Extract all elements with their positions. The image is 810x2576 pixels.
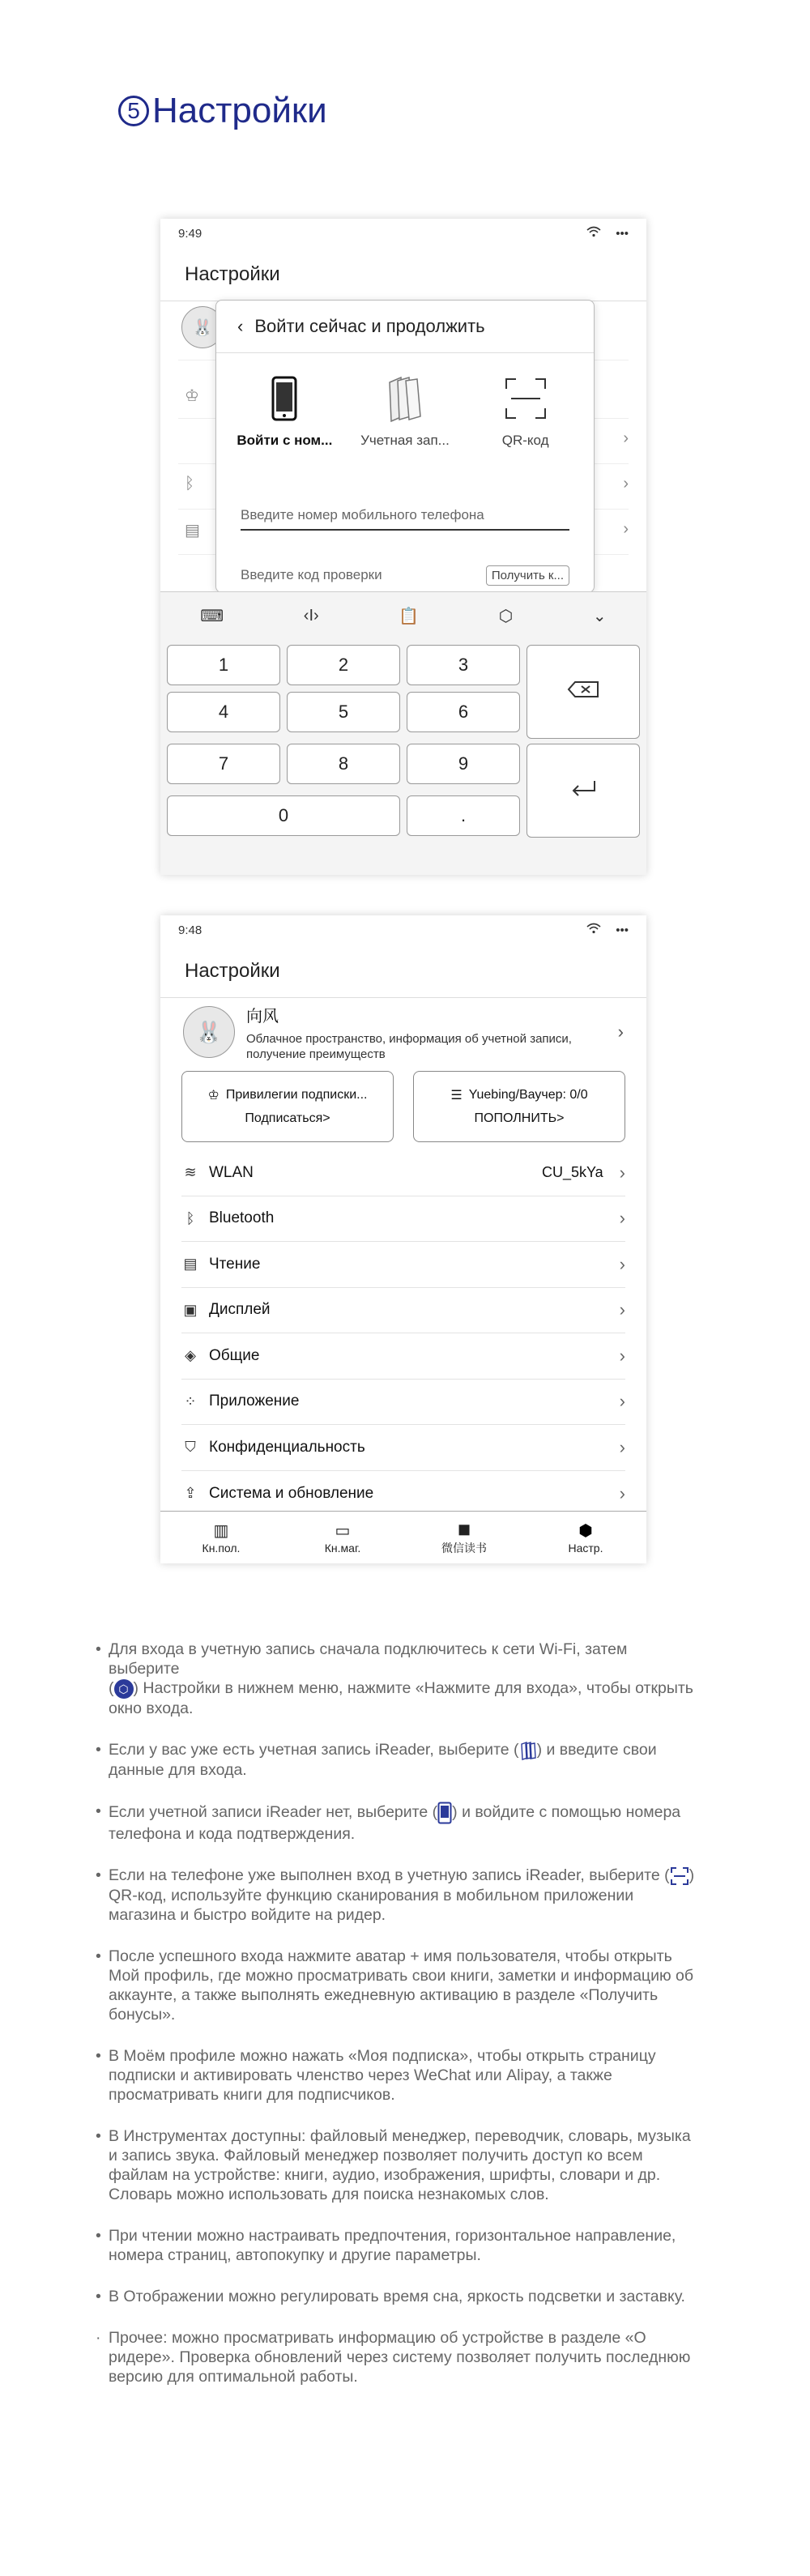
avatar: 🐰 bbox=[181, 306, 224, 348]
chevron-right-icon: › bbox=[619, 1482, 625, 1503]
chevron-right-icon: › bbox=[619, 1253, 625, 1274]
chevron-right-icon: › bbox=[619, 1162, 625, 1183]
note-item: • Если на телефоне уже выполнен вход в учетную запись iReader, выберите ( ) QR-код, используйте функцию сканирования в мобильном приложении магазина и быстро войдите на ридер. bbox=[96, 1866, 695, 1924]
subscribe-link[interactable]: Подписаться> bbox=[245, 1111, 330, 1125]
cursor-icon[interactable]: ‹I› bbox=[303, 606, 319, 625]
note-text: Настройки в нижнем меню, нажмите «Нажмите для входа», чтобы открыть окно входа. bbox=[109, 1679, 693, 1717]
note-text: Прочее: можно просматривать информацию об устройстве в разделе «О ридере». Проверка обновлений через систему позволяет получить последнюю версию для оптимальной работы. bbox=[109, 2328, 691, 2386]
note-text: Для входа в учетную запись сначала подключитесь к сети Wi-Fi, затем выберите bbox=[109, 1640, 628, 1678]
chevron-right-icon: › bbox=[619, 1299, 625, 1320]
menu-label: Приложение bbox=[209, 1392, 300, 1410]
chevron-right-icon: › bbox=[623, 429, 629, 447]
wifi-icon bbox=[586, 923, 601, 937]
menu-item-bluetooth[interactable] bbox=[181, 1196, 625, 1243]
apps-icon: ⁘ bbox=[184, 1392, 197, 1410]
note-item: • При чтении можно настраивать предпочтения, горизонтальное направление, номера страниц, автопокупку и другие параметры. bbox=[96, 2226, 695, 2265]
nav-bookshelf[interactable] bbox=[160, 1512, 282, 1563]
key-3[interactable]: 3 bbox=[407, 645, 520, 685]
nav-wechat-read[interactable] bbox=[403, 1512, 525, 1563]
chevron-right-icon: › bbox=[619, 1208, 625, 1229]
chevron-right-icon: › bbox=[619, 1436, 625, 1457]
backspace-key[interactable] bbox=[526, 645, 640, 739]
settings-hex-icon[interactable]: ⬡ bbox=[498, 607, 514, 625]
note-text: и введите свои данные для входа. bbox=[109, 1740, 657, 1779]
profile-description: Облачное пространство, информация об учетной записи, получение преимуществ bbox=[246, 1031, 572, 1061]
bluetooth-icon: ᛒ bbox=[185, 1209, 195, 1226]
note-item: • После успешного входа нажмите аватар + имя пользователя, чтобы открыть Мой профиль, где можно просматривать свои книги, заметки и информацию об аккаунте, а также выполнять ежедневную активацию в разделе «Получить бонусы». bbox=[96, 1947, 694, 2024]
note-text: QR-код, используйте функцию сканирования в мобильном приложении магазина и быстро войдите на ридер. bbox=[109, 1886, 634, 1924]
bookstore-icon: ▭ bbox=[335, 1522, 351, 1540]
note-item: • В Инструментах доступны: файловый менеджер, переводчик, словарь, музыка и запись звука. Файловый менеджер позволяет получить доступ ко всем файлам на устройстве: книги, аудио, изображения, шрифты, словари и др. Словарь можно использовать для поиска незнакомых слов. bbox=[96, 2126, 695, 2204]
note-text: При чтении можно настраивать предпочтения, горизонтальное направление, номера страниц, автопокупку и другие параметры. bbox=[109, 2226, 676, 2264]
instructions-list bbox=[96, 1640, 695, 2408]
avatar[interactable]: 🐰 bbox=[183, 1006, 235, 1058]
phone-icon bbox=[437, 1802, 452, 1824]
book-icon: ▤ bbox=[183, 1256, 198, 1273]
wechat-read-icon: ◼ bbox=[457, 1520, 471, 1538]
nav-label: Кн.пол. bbox=[202, 1542, 241, 1555]
dialog-header bbox=[216, 301, 594, 353]
wifi-icon: ≋ bbox=[184, 1164, 197, 1181]
backspace-icon bbox=[567, 680, 599, 703]
note-item: • Для входа в учетную запись сначала подключитесь к сети Wi-Fi, затем выберите ( ⬡ ) Настройки в нижнем меню, нажмите «Нажмите для входа», чтобы открыть окно входа. bbox=[96, 1640, 693, 1717]
chevron-right-icon: › bbox=[623, 475, 629, 493]
subscription-title: Привилегии подписки... bbox=[225, 1088, 368, 1102]
note-text: В Моём профиле можно нажать «Моя подписка», чтобы открыть страницу подписки и активировать членство через WeChat или Alipay, а также просматривать книги для подписчиков. bbox=[109, 2046, 656, 2104]
menu-label: Чтение bbox=[209, 1255, 261, 1273]
menu-label: Конфиденциальность bbox=[209, 1438, 365, 1456]
key-6[interactable]: 6 bbox=[407, 692, 520, 732]
note-text: Если учетной записи iReader нет, выберите bbox=[109, 1802, 428, 1821]
login-options bbox=[216, 353, 594, 449]
menu-label: Система и обновление bbox=[209, 1484, 374, 1502]
settings-icon: ⬢ bbox=[578, 1522, 593, 1540]
note-text: В Инструментах доступны: файловый менеджер, переводчик, словарь, музыка и запись звука. Файловый менеджер позволяет получить доступ ко всем файлам на устройстве: книги, аудио, изображения, шрифты, словари и др. Словарь можно использовать для поиска незнакомых слов. bbox=[109, 2126, 691, 2203]
cards-row bbox=[181, 1071, 625, 1142]
chevron-right-icon: › bbox=[619, 1391, 625, 1412]
clipboard-icon[interactable]: 📋 bbox=[399, 607, 420, 625]
coins-icon: ☰ bbox=[450, 1089, 463, 1102]
back-icon[interactable]: ‹ bbox=[237, 316, 244, 336]
enter-key[interactable] bbox=[526, 744, 640, 838]
nav-settings[interactable] bbox=[525, 1512, 646, 1563]
status-bar bbox=[160, 915, 646, 945]
key-0[interactable]: 0 bbox=[167, 795, 400, 836]
code-placeholder: Введите код проверки bbox=[241, 567, 382, 582]
login-option-label: QR-код bbox=[501, 433, 549, 448]
phone-icon bbox=[271, 373, 297, 424]
page-title: Настройки bbox=[160, 945, 646, 998]
status-time: 9:48 bbox=[178, 923, 202, 937]
note-item: · Прочее: можно просматривать информацию об устройстве в разделе «О ридере». Проверка обновлений через систему позволяет получить последнюю версию для оптимальной работы. bbox=[96, 2328, 695, 2386]
balance-title: Yuebing/Ваучер: 0/0 bbox=[468, 1088, 588, 1102]
key-4[interactable]: 4 bbox=[167, 692, 280, 732]
nav-label: Настр. bbox=[568, 1542, 603, 1555]
shield-icon: ⛉ bbox=[185, 1439, 196, 1456]
note-text: Если на телефоне уже выполнен вход в учетную запись iReader, выберите bbox=[109, 1866, 660, 1884]
books-icon bbox=[385, 373, 425, 424]
chevron-down-icon[interactable]: ⌄ bbox=[592, 607, 607, 625]
login-option-account[interactable] bbox=[348, 373, 462, 449]
dialog-title: Войти сейчас и продолжить bbox=[254, 316, 485, 336]
nav-label: Кн.маг. bbox=[324, 1542, 361, 1555]
menu-item-wlan[interactable] bbox=[181, 1150, 625, 1196]
chevron-right-icon: › bbox=[617, 1021, 624, 1042]
bookshelf-icon: ▥ bbox=[213, 1522, 229, 1540]
key-1[interactable]: 1 bbox=[167, 645, 280, 685]
enter-icon bbox=[569, 779, 598, 802]
note-item: • Если учетной записи iReader нет, выберите ( ) и войдите с помощью номера телефона и кода подтверждения. bbox=[96, 1802, 681, 1843]
phone-input[interactable]: Введите номер мобильного телефона bbox=[241, 501, 569, 531]
menu-label: WLAN bbox=[209, 1163, 254, 1181]
wifi-icon bbox=[586, 226, 601, 241]
login-option-label: Учетная зап... bbox=[360, 433, 450, 448]
books-icon bbox=[519, 1741, 537, 1760]
keyboard-toolbar bbox=[160, 591, 646, 640]
chevron-right-icon: › bbox=[619, 1345, 625, 1366]
get-code-button[interactable]: Получить к... bbox=[486, 565, 569, 586]
menu-item-display[interactable] bbox=[181, 1288, 625, 1334]
login-screen bbox=[160, 219, 646, 875]
menu-item-reading[interactable] bbox=[181, 1242, 625, 1288]
qr-code-icon bbox=[505, 373, 547, 424]
topup-link[interactable]: ПОПОЛНИТЬ> bbox=[474, 1111, 565, 1125]
bottom-nav bbox=[160, 1511, 646, 1563]
key-2[interactable]: 2 bbox=[287, 645, 400, 685]
note-item: • Если у вас уже есть учетная запись iReader, выберите ( ) и введите свои данные для входа. bbox=[96, 1740, 657, 1779]
login-option-qr[interactable] bbox=[469, 373, 582, 449]
more-icon[interactable]: ••• bbox=[616, 923, 629, 937]
profile-name: 向风 bbox=[246, 1007, 279, 1026]
key-9[interactable]: 9 bbox=[407, 744, 520, 784]
chevron-right-icon: › bbox=[623, 520, 629, 538]
status-bar bbox=[160, 219, 646, 248]
crown-icon: ♔ bbox=[207, 1089, 220, 1102]
note-text: и войдите с помощью номера телефона и кода подтверждения. bbox=[109, 1802, 681, 1843]
note-item: • В Отображении можно регулировать время сна, яркость подсветки и заставку. bbox=[96, 2287, 685, 2305]
wlan-network: CU_5kYa bbox=[541, 1164, 603, 1181]
nav-label: 微信读书 bbox=[441, 1542, 487, 1555]
book-icon: ▤ bbox=[185, 522, 200, 540]
menu-item-general[interactable] bbox=[181, 1333, 625, 1380]
key-dot[interactable]: . bbox=[407, 795, 520, 836]
settings-chip-icon: ⬡ bbox=[114, 1679, 134, 1699]
login-option-phone[interactable] bbox=[228, 373, 341, 449]
key-5[interactable]: 5 bbox=[287, 692, 400, 732]
numeric-keypad bbox=[160, 638, 646, 875]
section-number: 5 bbox=[118, 96, 149, 126]
status-time: 9:49 bbox=[178, 226, 202, 241]
settings-screen bbox=[160, 915, 646, 1563]
menu-label: Bluetooth bbox=[209, 1209, 275, 1227]
note-text: В Отображении можно регулировать время сна, яркость подсветки и заставку. bbox=[109, 2287, 685, 2305]
profile-row[interactable] bbox=[183, 998, 624, 1066]
keyboard-icon[interactable]: ⌨ bbox=[200, 607, 224, 625]
menu-item-apps[interactable] bbox=[181, 1380, 625, 1426]
update-icon: ⇪ bbox=[184, 1485, 197, 1502]
balance-card[interactable] bbox=[413, 1071, 625, 1142]
qr-code-icon bbox=[670, 1866, 689, 1886]
menu-label: Общие bbox=[209, 1346, 260, 1364]
settings-menu bbox=[160, 1150, 646, 1516]
menu-item-privacy[interactable] bbox=[181, 1425, 625, 1471]
note-text: После успешного входа нажмите аватар + имя пользователя, чтобы открыть Мой профиль, где можно просматривать свои книги, заметки и информацию об аккаунте, а также выполнять ежедневную активацию в разделе «Получить бонусы». bbox=[109, 1947, 694, 2024]
crown-icon: ♔ bbox=[185, 387, 199, 405]
display-icon: ▣ bbox=[183, 1301, 198, 1318]
login-option-label: Войти с ном... bbox=[237, 433, 333, 448]
note-text: Если у вас уже есть учетная запись iReader, выберите bbox=[109, 1740, 509, 1759]
menu-label: Дисплей bbox=[209, 1301, 271, 1319]
note-item: • В Моём профиле можно нажать «Моя подписка», чтобы открыть страницу подписки и активировать членство через WeChat или Alipay, а также просматривать книги для подписчиков. bbox=[96, 2046, 695, 2105]
more-icon[interactable]: ••• bbox=[616, 226, 629, 241]
menu-item-system[interactable] bbox=[181, 1471, 625, 1517]
key-8[interactable]: 8 bbox=[287, 744, 400, 784]
login-dialog bbox=[215, 300, 595, 593]
section-title-text: Настройки bbox=[152, 91, 327, 130]
bluetooth-icon: ᛒ bbox=[185, 475, 194, 493]
page-title: Настройки bbox=[160, 248, 646, 301]
nav-bookstore[interactable] bbox=[282, 1512, 403, 1563]
code-input[interactable] bbox=[241, 561, 569, 589]
section-title bbox=[118, 91, 327, 131]
subscription-card[interactable] bbox=[181, 1071, 394, 1142]
key-7[interactable]: 7 bbox=[167, 744, 280, 784]
layers-icon: ◈ bbox=[185, 1347, 196, 1364]
